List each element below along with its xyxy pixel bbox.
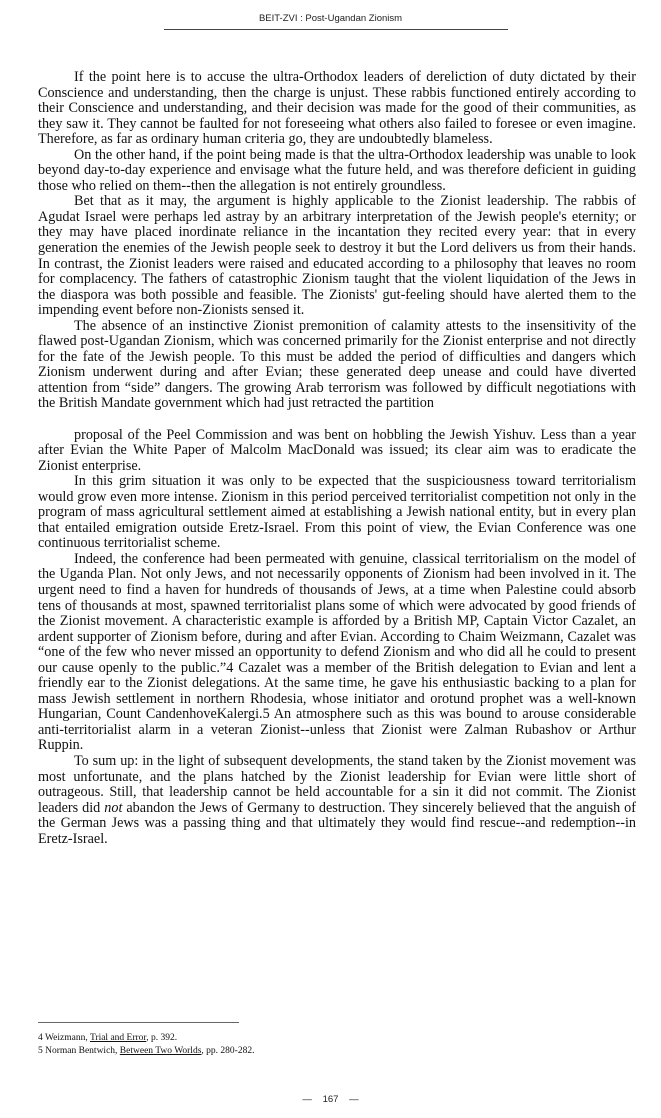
footnotes [38, 1032, 254, 1057]
paragraph: The absence of an instinctive Zionist premonition of calamity attests to the insensitivity of the flawed post-Ugandan Zionism, which was concerned primarily for the Zionist enterprise and not directly for the fate of the Jewish people. To this must be added the period of difficulties and dangers which Zionism underwent during and after Evian; these generated deep unease and could have diverted attention from “side” dangers. The growing Arab terrorism was followed by difficult negotiations with the British Mandate government which had just retracted the partition [38, 317, 636, 412]
paragraph: If the point here is to accuse the ultra-Orthodox leaders of dereliction of duty dictated by their Conscience and understanding, then the charge is unjust. These rabbis functioned entirely according to their Conscience and understanding, and their decision was made for the good of their communities, as they saw it. They cannot be faulted for not foreseeing what others also failed to foresee or even imagine. Therefore, as far as ordinary human criteria go, they are undoubtedly blameless. [38, 69, 636, 148]
emphasis: not [104, 799, 123, 816]
body-text [38, 70, 636, 847]
footnote-number: 4 [38, 1033, 43, 1043]
paragraph: Bet that as it may, the argument is highly applicable to the Zionist leadership. The rabbis of Agudat Israel were perhaps led astray by an arbitrary interpretation of the Jewish people's eternity; or they may have placed inordinate reliance in the incantation they recited every year: that in every generation the enemies of the Jewish people seek to destroy it but the Lord delivers us from their hands. In contrast, the Zionist leaders were raised and educated according to a philosophy that leaves no room for complacency. The fathers of catastrophic Zionism taught that the violent liquidation of the Jews in the diaspora was both possible and feasible. The Zionists' gut-feeling should have alerted them to the impending event before non-Zionists sensed it. [38, 193, 636, 319]
page-number-value: 167 [322, 1094, 339, 1105]
paragraph: Indeed, the conference had been permeated with genuine, classical territorialism on the model of the Uganda Plan. Not only Jews, and not necessarily opponents of Zionism had been involved in it. The urgent need to find a haven for hundreds of thousands of Jews, at a time when Palestine could absorb tens of thousands at most, spawned territorialist plans some of which were advocated by good friends of the Zionist movement. A characteristic example is afforded by a British MP, Captain Victor Cazalet, an ardent supporter of Zionism before, during and after Evian. According to Chaim Weizmann, Cazalet was “one of the few who never missed an opportunity to defend Zionism and who did all he could to present our cause openly to the public.”4 Cazalet was a member of the British delegation to Evian and lent a friendly ear to the Zionist delegations. At the same time, he gave his enthusiastic backing to a plan for mass Jewish settlement in northern Rhodesia, whose initiator and orotund prophet was a well-known Hungarian, Count CandenhoveKalergi.5 An atmosphere such as this was bound to arouse considerable anti-territorialist alarm in a veteran Zionist--unless that Zionist were Zalman Rubashov or Arthur Ruppin. [38, 550, 636, 754]
footnote-author: Weizmann, [44, 1033, 90, 1043]
text-segment: abandon the Jews of Germany to destruction. They sincerely believed that the anguish of the German Jews was a passing thing and that ultimately they would find rescue--and redemption--in Eretz-Israel. [38, 799, 636, 847]
footnote-5 [38, 1045, 254, 1058]
footnote-pages: , p. 392. [146, 1033, 178, 1043]
text-segment: To sum up: in the light of subsequent developments, the stand taken by the Zionist movement was most unfortunate, and the plans hatched by the Zionist leadership for Evian were little short of outrageous. Still, that leadership cannot be held accountable for a sin it did not commit. The Zionist leaders did [38, 753, 636, 816]
footnote-pages: , pp. 280-282. [201, 1045, 255, 1056]
footnote-number: 5 [38, 1045, 43, 1056]
footnote-4 [38, 1032, 254, 1045]
footnote-title: Trial and Error [89, 1033, 147, 1043]
footnote-author: Norman Bentwich, [45, 1045, 120, 1056]
dash-right: — [349, 1094, 359, 1105]
paragraph-last [38, 754, 636, 847]
footnote-rule [38, 1022, 239, 1023]
page-number [0, 1094, 661, 1105]
header-rule [164, 29, 508, 30]
footnote-title: Between Two Worlds [119, 1045, 202, 1056]
paragraph: In this grim situation it was only to be expected that the suspiciousness toward territorialism would grow even more intense. Zionism in this period perceived territorialist competition not only in the program of mass agricultural settlement aimed at establishing a Jewish national entity, but in every plan that entailed emigration outside Eretz-Israel. From this point of view, the Evian Conference was one continuous territorialist scheme. [38, 473, 636, 552]
running-header: BEIT-ZVI : Post-Ugandan Zionism [258, 13, 403, 24]
paragraph: proposal of the Peel Commission and was bent on hobbling the Jewish Yishuv. Less than a year after Evian the White Paper of Malcolm MacDonald was issued; its clear aim was to eradicate the Zionist enterprise. [38, 426, 636, 474]
dash-left: — [302, 1094, 312, 1105]
paragraph: On the other hand, if the point being made is that the ultra-Orthodox leadership was unable to look beyond day-to-day experience and envisage what the future held, and was therefore deficient in guiding those who relied on them--then the allegation is not entirely groundless. [38, 146, 636, 194]
